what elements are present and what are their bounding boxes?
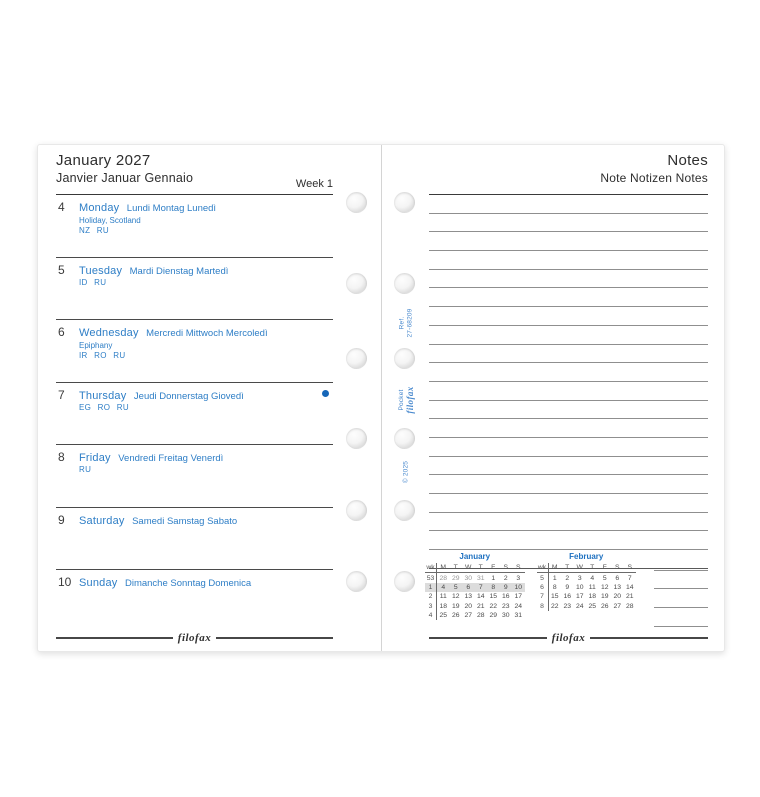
calendar-date: 17 [575,593,584,601]
calendar-week-row [537,573,637,583]
weekday-header: S [624,563,637,573]
day-name-intl: Mardi Dienstag Martedì [129,265,229,277]
week-number: 3 [425,602,437,611]
calendar-date: 26 [600,602,609,610]
calendar-date: 25 [439,612,448,620]
day-text [79,513,333,528]
country-codes: ID RU [79,277,107,287]
filofax-logo: filofax [551,632,586,644]
rule-line [590,637,708,638]
day-name-intl: Vendredi Freitag Venerdì [118,453,224,465]
binder-hole [394,571,415,592]
calendar-date: 22 [489,602,498,610]
calendar-date: 2 [565,574,570,582]
day-name-intl: Samedi Samstag Sabato [132,515,238,527]
calendar-date: 30 [464,574,473,582]
calendar-date: 18 [588,593,597,601]
ruled-line-short [654,608,708,627]
calendar-date: 8 [552,583,557,591]
calendar-week-row [425,573,525,583]
mini-calendar-title: February [569,552,604,561]
calendar-date: 10 [575,583,584,591]
day-row-wednesday [56,319,333,382]
day-text [79,325,333,361]
calendar-date: 10 [512,583,525,592]
country-codes: IR RO RU [79,351,126,361]
calendar-date: 6 [462,583,475,592]
binder-hole [394,500,415,521]
calendar-date: 24 [514,602,523,610]
mini-calendars-region [425,548,708,632]
country-codes: NZ RU [79,226,109,235]
mini-calendar-january [425,552,525,620]
day-rows [56,194,333,632]
filofax-logo-small: filofax [404,386,415,414]
calendar-date: 23 [501,602,510,610]
weekday-header: T [586,563,599,573]
day-row-friday [56,444,333,507]
weekday-header: W [462,563,475,573]
calendar-date: 13 [613,583,622,591]
open-diary-spread [37,144,725,652]
day-row-thursday [56,382,333,445]
calendar-date: 11 [588,583,596,591]
weekday-header: M [437,563,450,573]
weekday-header: S [512,563,525,573]
ruled-line [429,401,708,420]
day-text [79,450,333,475]
calendar-date: 14 [476,593,485,601]
calendar-date: 15 [489,593,498,601]
calendar-date: 4 [437,583,450,592]
calendar-date: 3 [577,574,582,582]
calendar-date: 3 [516,574,521,582]
calendar-date: 7 [627,574,632,582]
binder-hole [346,273,367,294]
bottom-rule-left [56,632,333,644]
day-name-intl: Dimanche Sonntag Domenica [124,578,252,590]
calendar-date: 1 [552,574,557,582]
ruled-line [429,307,708,326]
calendar-week-row [537,592,637,601]
binder-hole [346,571,367,592]
binder-hole [346,428,367,449]
day-name-english: Sunday [79,577,118,590]
binder-hole [346,348,367,369]
calendar-week-row [425,611,525,620]
ruled-line [429,195,708,214]
ruled-line [429,232,708,251]
day-name-intl: Jeudi Donnerstag Giovedì [133,390,244,402]
country-codes: EG RO RU [79,402,129,412]
ruled-line [429,494,708,513]
day-text [79,388,333,413]
calendar-date: 31 [476,574,485,582]
weekday-header: F [599,563,612,573]
notes-ruled-lines [429,194,708,569]
calendar-date: 25 [588,602,597,610]
rule-line [216,637,333,638]
calendar-date: 12 [451,593,460,601]
day-name-english: Saturday [79,514,125,527]
ruled-line-short [654,552,708,571]
calendar-date: 6 [615,574,620,582]
country-codes: RU [79,465,92,475]
mini-calendar-february [537,552,637,611]
calendar-date: 20 [613,593,622,601]
binder-hole [346,500,367,521]
day-text [79,575,333,590]
day-row-tuesday [56,257,333,320]
calendar-date: 30 [501,612,510,620]
week-number: 2 [425,592,437,601]
diary-week-page [38,145,382,651]
day-row-monday [56,194,333,257]
size-label: Pocket [397,389,405,411]
week-number: 7 [537,592,549,601]
notes-page [382,145,724,651]
week-number-label: Week 1 [295,178,333,190]
calendar-week-row [425,583,525,592]
day-number: 4 [58,200,65,214]
calendar-date: 20 [464,602,473,610]
notes-title: Notes [667,152,708,169]
calendar-date: 29 [489,612,498,620]
ruled-line [429,363,708,382]
calendar-date: 23 [563,602,572,610]
ref-label: Ref. [398,316,406,330]
calendar-date: 22 [550,602,559,610]
ruled-line [429,475,708,494]
day-name-english: Thursday [79,389,127,402]
calendar-date: 9 [565,583,570,591]
notes-header [600,152,708,186]
calendar-date: 9 [500,583,513,592]
ruled-line [429,288,708,307]
month-title: January 2027 [56,152,151,169]
ruled-line [429,270,708,289]
calendar-date: 28 [476,612,485,620]
weekday-header: M [548,563,561,573]
calendar-date: 12 [600,583,609,591]
ruled-line [429,382,708,401]
calendar-date: 7 [475,583,488,592]
day-number: 8 [58,450,65,465]
notes-short-lines [654,552,708,627]
day-number: 6 [58,325,65,340]
calendar-date: 18 [439,602,448,610]
notes-title-intl: Note Notizen Notes [600,171,708,185]
rule-line [56,637,173,638]
day-number: 9 [58,512,65,527]
calendar-date: 31 [514,612,523,620]
day-name-english: Wednesday [79,327,139,340]
calendar-date: 13 [464,593,473,601]
day-text [79,200,333,236]
day-row-saturday [56,507,333,570]
week-number: 53 [425,573,437,583]
week-number: 4 [425,611,437,620]
calendar-date: 2 [503,574,508,582]
moon-phase-icon [322,390,329,397]
weekday-header: F [487,563,500,573]
weekday-header: S [500,563,513,573]
calendar-date: 27 [464,612,473,620]
week-number: 6 [537,583,549,592]
day-number: 10 [58,575,72,590]
weekday-header: T [475,563,488,573]
calendar-date: 21 [476,602,485,610]
week-column-header: wk [426,564,435,572]
calendar-date: 8 [487,583,500,592]
ruled-line [429,438,708,457]
ruled-line [429,345,708,364]
page-gutter-divider [381,145,382,651]
calendar-date: 5 [602,574,607,582]
filofax-logo: filofax [177,632,212,644]
calendar-date: 19 [600,593,609,601]
day-text [79,263,333,288]
calendar-week-row [537,583,637,592]
binder-hole [346,192,367,213]
week-number: 1 [425,583,437,592]
calendar-date: 21 [625,593,634,601]
binder-hole [394,348,415,369]
mini-calendar-title: January [459,552,491,561]
week-number: 8 [537,602,549,611]
calendar-date: 19 [451,602,460,610]
calendar-week-row [425,592,525,601]
day-name-english: Friday [79,452,111,465]
day-row-sunday [56,569,333,632]
weekday-header: S [611,563,624,573]
holiday-label: Holiday, Scotland [79,216,141,225]
week-column-header: wk [537,564,547,572]
day-name-english: Monday [79,202,120,214]
calendar-date: 27 [613,602,622,610]
calendar-date: 14 [625,583,634,591]
day-number: 7 [58,387,65,402]
ruled-line [429,513,708,532]
ruled-line [429,457,708,476]
calendar-date: 1 [491,574,496,582]
calendar-date: 17 [514,593,523,601]
calendar-week-row [537,602,637,611]
ruled-line [429,251,708,270]
ruled-line [429,419,708,438]
binder-hole [394,428,415,449]
calendar-date: 28 [625,602,634,610]
week-number: 5 [537,573,549,583]
month-header [56,152,193,186]
calendar-date: 4 [590,574,595,582]
ref-number: 27-68209 [406,308,413,338]
ruled-line-short [654,571,708,590]
day-name-intl: Mercredi Mittwoch Mercoledì [146,328,268,340]
holiday-label: Epiphany [79,341,113,351]
ruled-line-short [654,589,708,608]
weekday-header: T [450,563,463,573]
calendar-date: 24 [575,602,584,610]
day-name-intl: Lundi Montag Lunedì [126,203,217,214]
calendar-week-row [425,602,525,611]
calendar-date: 28 [439,574,448,582]
rule-line [429,637,547,638]
copyright-text: © 2025 [402,460,410,484]
calendar-date: 15 [550,593,559,601]
day-number: 5 [58,262,65,277]
weekday-header: T [561,563,574,573]
calendar-date: 29 [451,574,460,582]
bottom-rule-right [429,632,708,644]
binder-hole [394,192,415,213]
calendar-date: 11 [439,593,447,601]
day-name-english: Tuesday [79,264,123,277]
month-title-intl: Janvier Januar Gennaio [56,171,194,185]
calendar-date: 16 [563,593,572,601]
binder-hole [394,273,415,294]
weekday-header: W [574,563,587,573]
ruled-line [429,326,708,345]
calendar-date: 5 [450,583,463,592]
calendar-date: 26 [451,612,460,620]
calendar-date: 16 [501,593,510,601]
ruled-line [429,214,708,233]
